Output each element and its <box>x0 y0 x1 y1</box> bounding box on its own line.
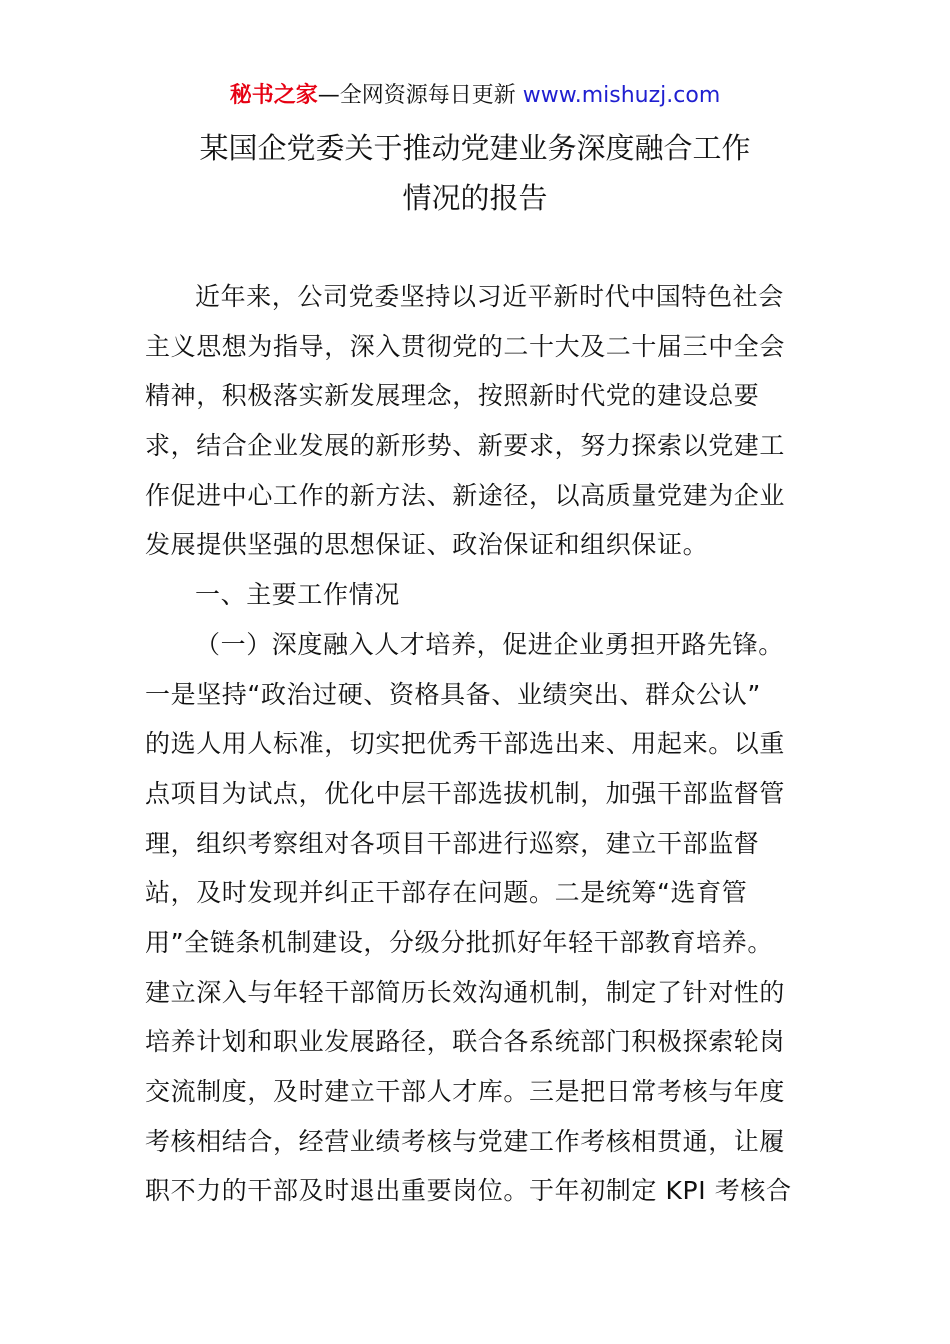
document-body <box>145 272 810 1216</box>
body-line: 的选人用人标准，切实把优秀干部选出来、用起来。以重 <box>145 729 786 759</box>
body-line: 培养计划和职业发展路径，联合各系统部门积极探索轮岗 <box>145 1027 786 1057</box>
body-line: 站，及时发现并纠正干部存在问题。二是统筹“选育管 <box>145 878 748 908</box>
site-header <box>0 80 950 112</box>
body-line: 发展提供坚强的思想保证、政治保证和组织保证。 <box>145 530 709 560</box>
body-line: 用”全链条机制建设，分级分批抓好年轻干部教育培养。 <box>145 927 773 957</box>
body-line: 考核相结合，经营业绩考核与党建工作考核相贯通，让履 <box>145 1126 786 1156</box>
document-title-line-1: 某国企党委关于推动党建业务深度融合工作 <box>199 131 751 165</box>
subsection-heading: （一）深度融入人才培养，促进企业勇担开路先锋。 <box>195 629 784 659</box>
section-heading: 一、主要工作情况 <box>195 580 400 610</box>
document-title-line-2: 情况的报告 <box>402 181 548 215</box>
body-line: 作促进中心工作的新方法、新途径，以高质量党建为企业 <box>145 480 786 510</box>
body-line: 交流制度，及时建立干部人才库。三是把日常考核与年度 <box>145 1077 786 1106</box>
body-line: 近年来，公司党委坚持以习近平新时代中国特色社会 <box>195 282 784 311</box>
body-line: 精神，积极落实新发展理念，按照新时代党的建设总要 <box>145 381 760 411</box>
body-line: 职不力的干部及时退出重要岗位。于年初制定 KPI 考核合 <box>145 1176 792 1206</box>
header-slogan: —全网资源每日更新 <box>317 83 516 108</box>
body-line: 求，结合企业发展的新形势、新要求，努力探索以党建工 <box>145 431 786 461</box>
brand-name: 秘书之家 <box>229 83 318 108</box>
body-line: 点项目为试点，优化中层干部选拔机制，加强干部监督管 <box>145 778 786 808</box>
body-line: 一是坚持“政治过硬、资格具备、业绩突出、群众公认” <box>145 679 761 709</box>
body-line: 建立深入与年轻干部简历长效沟通机制，制定了针对性的 <box>145 977 786 1007</box>
body-line: 理，组织考察组对各项目干部进行巡察，建立干部监督 <box>145 828 760 858</box>
body-line: 主义思想为指导，深入贯彻党的二十大及二十届三中全会 <box>145 331 786 361</box>
site-url[interactable]: www.mishuzj.com <box>522 83 721 108</box>
